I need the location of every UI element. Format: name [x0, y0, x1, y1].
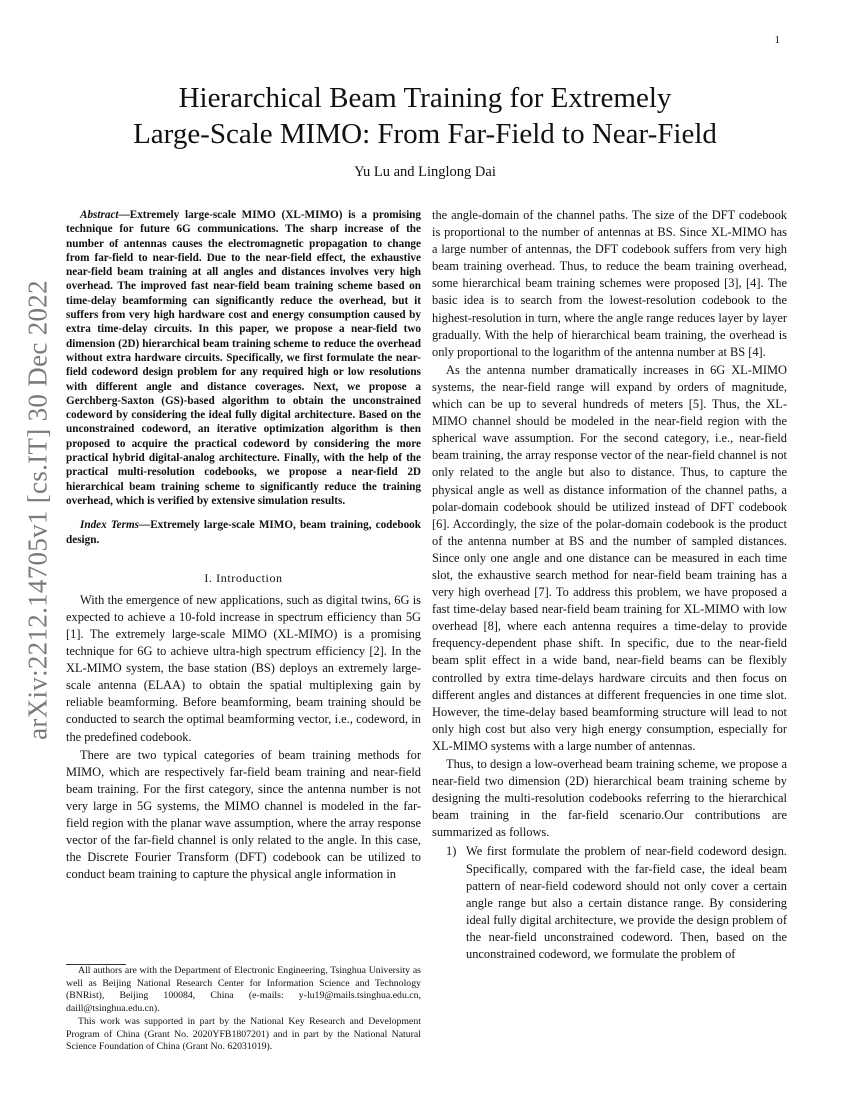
footnote-funding: This work was supported in part by the National Key Research and Development Program of China (Grant No. 2020YFB1807201) and in part by the National Natural Science Foundation of China (Grant No. 62031019).	[66, 1015, 421, 1053]
page-number: 1	[774, 34, 780, 46]
list-item-number: 1)	[446, 844, 457, 859]
title-line-1: Hierarchical Beam Training for Extremely	[178, 82, 672, 114]
arxiv-identifier-stamp	[14, 280, 62, 740]
abstract	[66, 208, 421, 508]
intro-paragraph-2: There are two typical categories of beam training methods for MIMO, which are respectively far-field beam training and near-field beam training. For the first category, since the antenna number is not very large in 5G systems, the MIMO channel is modeled in the far-field region with the planar wave assumption, where the array response vector of the far-field channel is only related to the angle. In this case, the Discrete Fourier Transform (DFT) codebook can be utilized to conduct beam training to capture the physical angle information in	[66, 747, 421, 882]
index-terms-label: Index Terms	[80, 519, 140, 532]
right-paragraph-1: the angle-domain of the channel paths. The size of the DFT codebook is proportional to the number of antennas at BS. Since XL-MIMO has a large number of antennas, the DFT codebook suffers from very high beam training overhead. Thus, to reduce the beam training overhead, some hierarchical beam training schemes were proposed [3], [4]. The basic idea is to search from the lowest-resolution codebook to the highest-resolution in turn, where the angle range reduces layer by layer gradually. With the help of hierarchical beam training, the overhead is only proportional to the logarithm of the antenna number at BS [4].	[432, 208, 787, 359]
author-list: Yu Lu and Linglong Dai	[354, 164, 496, 180]
footnotes	[66, 954, 421, 1054]
index-terms	[66, 518, 421, 547]
right-paragraph-2: As the antenna number dramatically increases in 6G XL-MIMO systems, the near-field range will expand by orders of magnitude, which can be up to several hundreds of meters [5]. Thus, the XL-MIMO channel should be modeled in the near-field region with the spherical wave assumption. For the second category, i.e., near-field beam training, the array response vector of the near-field channel is not only related to the angle but also to distance. Thus, to capture the physical angle as well as distance information of the channel paths, a polar-domain codebook should be utilized instead of DFT codebook [6]. Accordingly, the size of the polar-domain codebook is the product of the antenna number at BS and the number of sampled distances. Since only one angle and one distance can be measured in each time slot, the exhaustive search method for near-field beam training has a very high overhead [7]. To address this problem, we have proposed a fast time-delay based near-field beam training for XL-MIMO with low overhead [8], where each antenna requires a time-delay to provide frequency-dependent phase shift. In specific, due to the near-field beam split effect in a wide band, near-field beams can be flexibly controlled by extra time-delays hardware circuits and then focus on different angles and distances at different frequencies in one time slot. However, the time-delay based beamforming structure will lead to not only high cost but also very high energy consumption, especially for XL-MIMO systems with a large number of antennas.	[432, 362, 787, 753]
contribution-list	[432, 843, 787, 963]
intro-paragraph-1: With the emergence of new applications, such as digital twins, 6G is expected to achieve a 10-fold increase in spectrum efficiency than 5G [1]. The extremely large-scale MIMO (XL-MIMO) is a promising technique for 6G to achieve ultra-high spectrum efficiency [2]. In the XL-MIMO system, the base station (BS) deploys an extremely large-scale antenna (ELAA) to obtain the spatial multiplexing gain by reliable beamforming. Before beamforming, beam training should be conducted to search the optimal beamforming vector, i.e., codeword, in the predefined codebook.	[66, 592, 421, 744]
paper-title	[70, 80, 780, 152]
left-column	[66, 208, 421, 883]
list-item-text: We first formulate the problem of near-field codeword design. Specifically, compared with the far-field case, the ideal beam pattern of near-field codeword should not only cover a certain angle range but also a certain distance range. By considering ideal fully digital architecture, we provide the design problem of the near-field unconstrained codeword. Then, based on the unconstrained codeword, we formulate the problem of	[466, 844, 787, 962]
footnote-affiliation: All authors are with the Department of Electronic Engineering, Tsinghua University as well as Beijing National Research Center for Information Science and Technology (BNRist), Beijing 100084, China (e-mails: y-lu19@mails.tsinghua.edu.cn, daill@tsinghua.edu.cn).	[66, 965, 421, 1015]
arxiv-identifier-text: arXiv:2212.14705v1 [cs.IT] 30 Dec 2022	[22, 280, 53, 740]
list-item	[432, 843, 787, 963]
right-paragraph-3: Thus, to design a low-overhead beam training scheme, we propose a near-field two dimension (2D) hierarchical beam training scheme by designing the multi-resolution codebooks referring to the hierarchical beam training in the far-field scenario.Our contributions are summarized as follows.	[432, 757, 787, 840]
index-terms-text: —Extremely large-scale MIMO, beam training, codebook design.	[66, 519, 421, 546]
abstract-label: Abstract	[80, 209, 119, 221]
title-line-2: Large-Scale MIMO: From Far-Field to Near-Field	[133, 118, 717, 150]
abstract-text: —Extremely large-scale MIMO (XL-MIMO) is a promising technique for future 6G communications. The sharp increase of the number of antennas causes the electromagnetic propagation to change from far-field to near-field. Due to the near-field effect, the exhaustive near-field beam training at all angles and distances involves very high overhead. The improved fast near-field beam training scheme based on time-delay beamforming can significantly reduce the overhead, but it suffers from very high hardware cost and energy consumption caused by extra time-delay circuits. In this paper, we propose a near-field two dimension (2D) hierarchical beam training scheme to reduce the overhead without extra hardware circuits. Specifically, we first formulate the near-field codeword design problem for any required high or low resolutions with different angle and distance coverages. Next, we propose a Gerchberg-Saxton (GS)-based algorithm to obtain the unconstrained codeword by considering the ideal fully digital architecture. Based on the unconstrained codeword, an iterative optimization algorithm is then proposed to acquire the practical codeword by considering the more practical hybrid digital-analog architecture. Finally, with the help of the practical multi-resolution codebooks, we propose a near-field 2D hierarchical beam training scheme to significantly reduce the training overhead, which is verified by extensive simulation results.	[66, 209, 421, 507]
right-column	[432, 207, 787, 963]
section-heading-introduction: I. Introduction	[204, 570, 283, 585]
